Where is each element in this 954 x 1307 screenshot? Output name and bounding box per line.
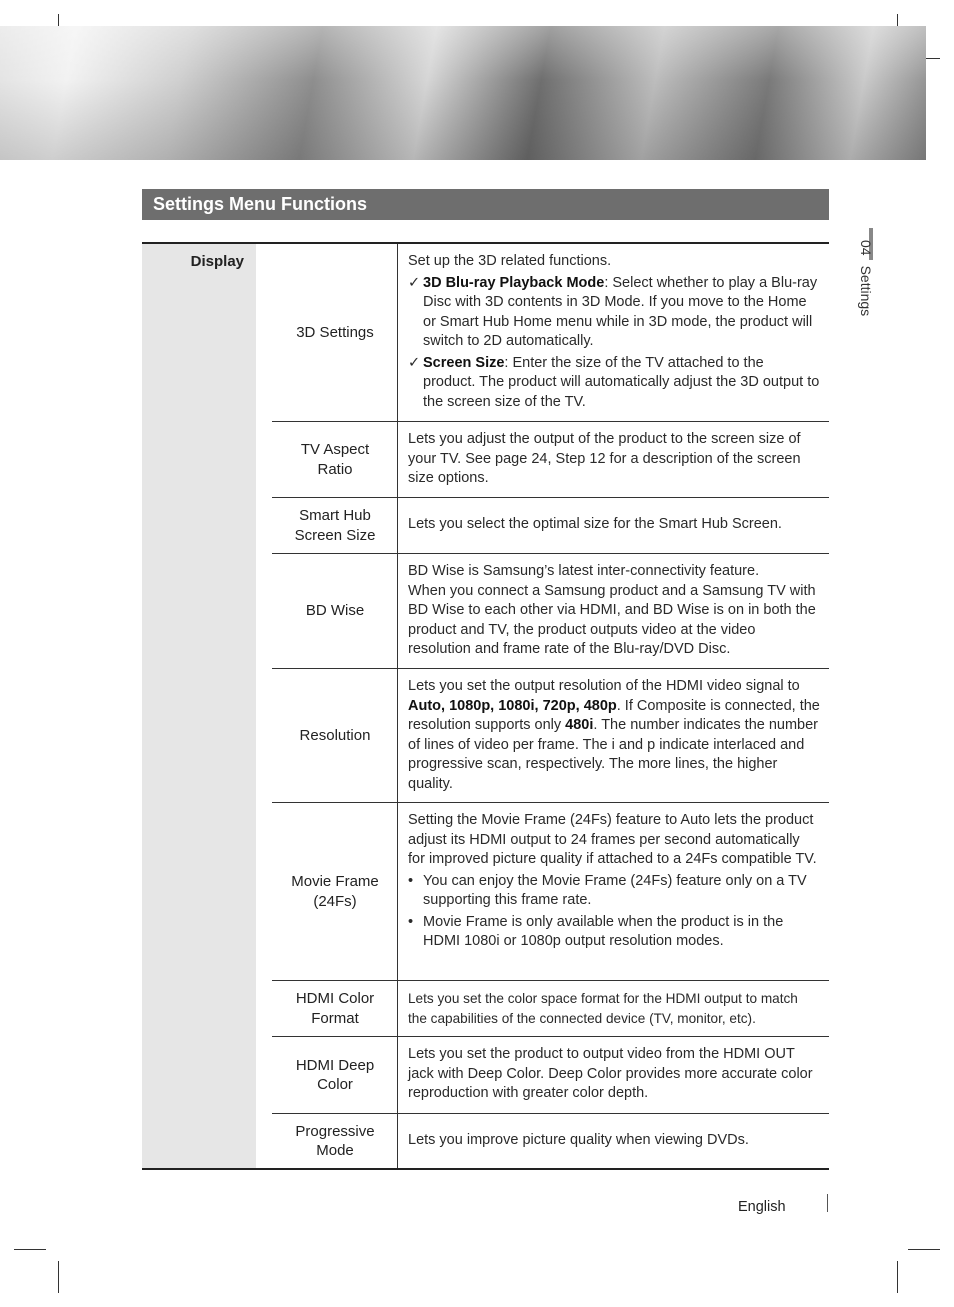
checkmark-icon: ✓ [408, 354, 421, 371]
chapter-side-tab [858, 240, 874, 326]
chapter-label: Settings [858, 265, 874, 317]
crop-mark [897, 1261, 898, 1293]
setting-desc-tv-aspect-ratio [408, 430, 820, 489]
checkmark-icon: ✓ [408, 274, 421, 291]
desc-intro: Lets you set the color space format for the HDMI output to match the capabilities of the connected device (TV, monitor, etc). [408, 991, 798, 1026]
category-label: Display [190, 253, 244, 270]
footer-divider [827, 1194, 828, 1212]
setting-name-progressive-mode: Progressive Mode [295, 1122, 375, 1159]
setting-name-hdmi-deep-color: HDMI Deep Color [295, 1056, 375, 1093]
setting-desc-bd-wise [408, 562, 820, 660]
item-title: 3D Blu-ray Playback Mode [423, 274, 605, 291]
desc-bold: Auto, 1080p, 1080i, 720p, 480p [408, 697, 617, 714]
setting-name-tv-aspect-ratio: TV Aspect Ratio [300, 441, 370, 478]
desc-bold: 480i [565, 717, 594, 733]
item-text: : Enter the size of the TV attached to the product. The product will automatically adjust the 3D output to the screen size of the TV. [423, 354, 820, 410]
column-divider [397, 244, 398, 1168]
check-item [408, 354, 820, 413]
chapter-number: 04 [858, 240, 874, 256]
setting-name-bd-wise: BD Wise [305, 602, 365, 620]
setting-desc-resolution [408, 677, 820, 794]
crop-mark [58, 1261, 59, 1293]
bullet-icon: • [408, 872, 414, 889]
item-text: Movie Frame is only available when the product is in the HDMI 1080i or 1080p output resolution modes. [423, 913, 784, 949]
setting-desc-smart-hub-screen-size [408, 515, 820, 535]
setting-desc-progressive-mode [408, 1131, 820, 1151]
desc-intro: BD Wise is Samsung’s latest inter-connectivity feature. [408, 563, 760, 579]
header-banner-shade [0, 26, 926, 160]
bullet-item [408, 872, 820, 911]
desc-intro: Set up the 3D related functions. [408, 253, 612, 269]
desc-text: . The number indicates the number of lines of video per frame. The i and p indicate interlaced and progressive scan, respectively. The more lines, the higher quality. [408, 717, 819, 792]
desc-intro: Lets you select the optimal size for the Smart Hub Screen. [408, 516, 782, 532]
setting-desc-movie-frame [408, 811, 820, 952]
desc-intro: Lets you set the product to output video from the HDMI OUT jack with Deep Color. Deep Color provides more accurate color reproduction with greater color depth. [408, 1046, 813, 1101]
check-item [408, 274, 820, 352]
setting-name-resolution: Resolution [299, 726, 371, 744]
bullet-icon: • [408, 913, 414, 930]
setting-desc-3d-settings [408, 252, 820, 412]
setting-desc-hdmi-deep-color [408, 1045, 820, 1104]
item-title: Screen Size [423, 354, 505, 371]
desc-text: Lets you set the output resolution of the HDMI video signal to [408, 678, 800, 694]
setting-desc-hdmi-color-format [408, 989, 820, 1028]
crop-mark [908, 1249, 940, 1250]
footer-language: English [738, 1199, 786, 1215]
desc-intro-2: When you connect a Samsung product and a Samsung TV with BD Wise to each other via HDMI, and BD Wise is on in both the product and TV, the product outputs video at the video resolution and frame rate of the Blu-ray/DVD Disc. [408, 582, 816, 657]
desc-intro: Lets you adjust the output of the product to the screen size of your TV. See page 24, Step 12 for a description of the screen size options. [408, 431, 801, 486]
desc-text: . If Composite is connected, the resolution supports only [408, 697, 820, 733]
item-text: You can enjoy the Movie Frame (24Fs) feature only on a TV supporting this frame rate. [423, 872, 807, 908]
setting-name-3d-settings: 3D Settings [296, 323, 374, 341]
crop-mark [14, 1249, 46, 1250]
item-text: : Select whether to play a Blu-ray Disc with 3D contents in 3D Mode. If you move to the Home or Smart Hub Home menu while in 3D mode, the product will switch to 2D automatically. [423, 274, 818, 349]
section-title: Settings Menu Functions [153, 194, 367, 214]
setting-name-hdmi-color-format: HDMI Color Format [295, 990, 375, 1027]
desc-intro: Lets you improve picture quality when viewing DVDs. [408, 1132, 749, 1148]
setting-name-smart-hub-screen-size: Smart Hub Screen Size [294, 507, 376, 544]
desc-intro [408, 677, 820, 794]
bullet-item [408, 913, 820, 952]
setting-name-movie-frame: Movie Frame (24Fs) [291, 873, 379, 910]
desc-intro: Setting the Movie Frame (24Fs) feature to Auto lets the product adjust its HDMI output to 24 frames per second automatically for improved picture quality if attached to a 24Fs compatible TV. [408, 812, 817, 867]
